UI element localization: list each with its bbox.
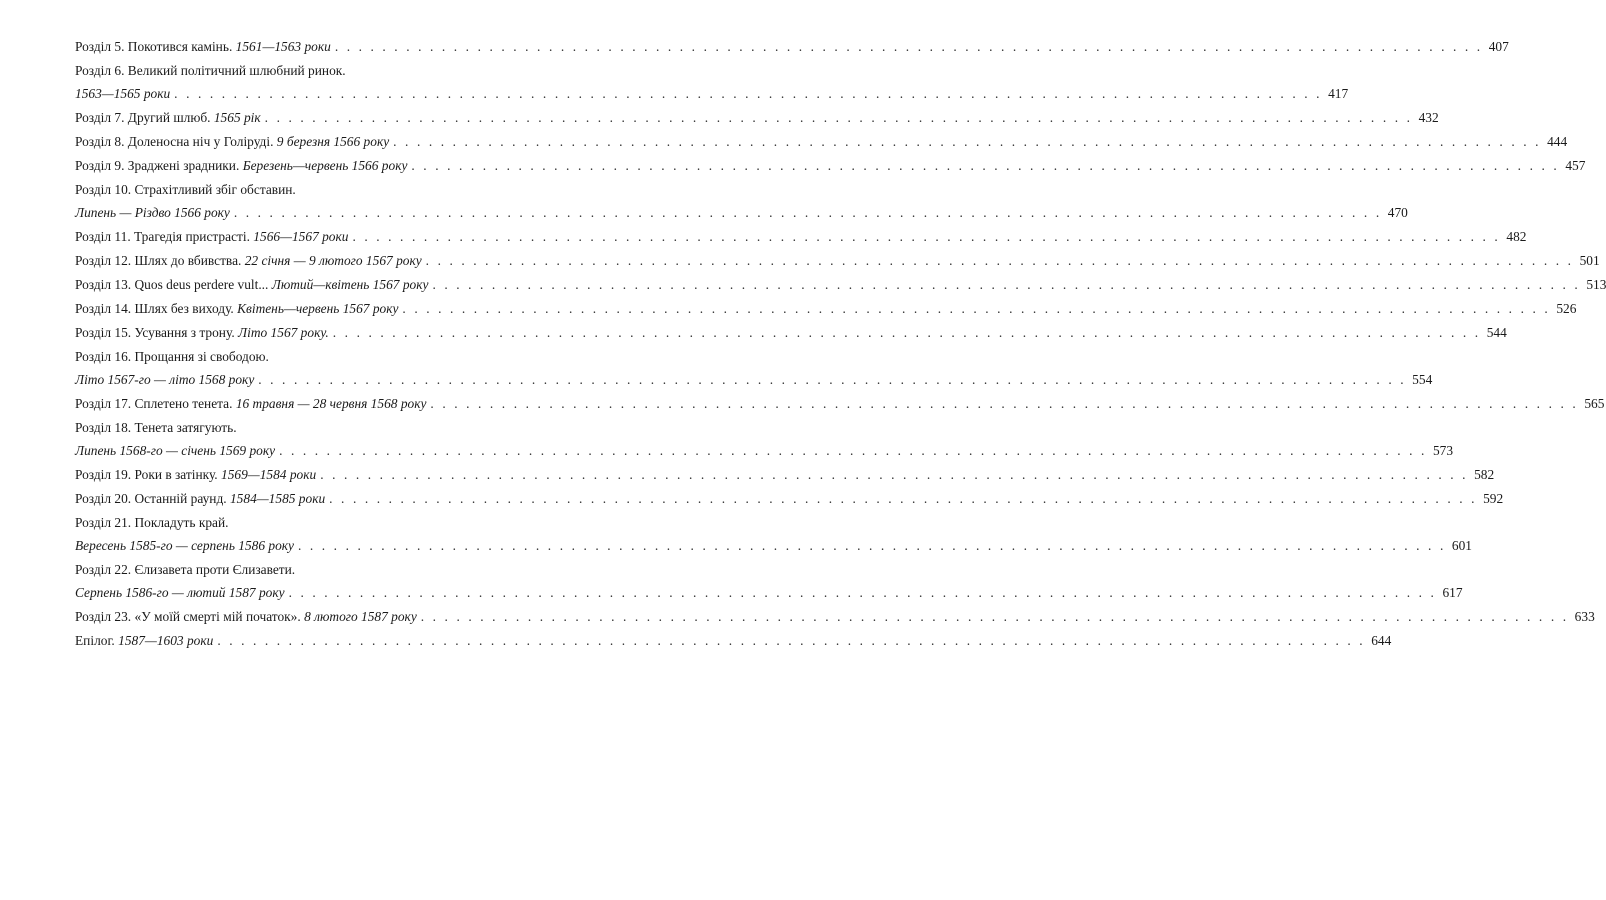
toc-entry-title: Розділ 13. Quos deus perdere vult...: [75, 277, 269, 292]
dot-leader: [325, 490, 1481, 509]
toc-entry-title: Розділ 16. Прощання зі свободою.: [75, 349, 269, 364]
toc-entry-dates: 1584—1585 роки: [229, 491, 326, 506]
toc-entry-dates: 1565 рік: [213, 110, 261, 125]
toc-entry[interactable]: [75, 514, 1472, 556]
toc-page-number: 444: [1547, 134, 1568, 149]
toc-entry[interactable]: [75, 38, 1509, 57]
toc-entry-title: Розділ 20. Останній раунд.: [75, 491, 227, 506]
toc-entry-dates: 1587—1603 роки: [118, 633, 214, 648]
toc-entry-dates: 9 березня 1566 року: [276, 134, 390, 149]
toc-entry-title: Розділ 17. Сплетено тенета.: [75, 396, 233, 411]
toc-entry-title: Розділ 19. Роки в затінку.: [75, 467, 218, 482]
toc-entry-title: Розділ 14. Шлях без виходу.: [75, 301, 234, 316]
dot-leader: [230, 204, 1386, 223]
toc-entry[interactable]: [75, 632, 1392, 651]
toc-page-number: 470: [1387, 205, 1408, 220]
toc-page-number: 432: [1418, 110, 1439, 125]
toc-page-number: 633: [1574, 609, 1595, 624]
toc-entry-dates: Липень — Різдво 1566 року: [75, 205, 230, 220]
toc-entry[interactable]: [75, 608, 1595, 627]
toc-entry-dates: 1563—1565 роки: [75, 86, 171, 101]
toc-entry-title: Розділ 23. «У моїй смерті мій початок».: [75, 609, 301, 624]
toc-page-number: 407: [1488, 39, 1509, 54]
toc-entry-title: Розділ 5. Покотився камінь.: [75, 39, 233, 54]
toc-entry-title: Розділ 15. Усування з трону.: [75, 325, 235, 340]
dot-leader: [389, 133, 1545, 152]
toc-page-number: 617: [1442, 585, 1463, 600]
toc-page-number: 554: [1412, 372, 1433, 387]
toc-entry[interactable]: [75, 133, 1568, 152]
toc-page-number: 573: [1432, 443, 1454, 458]
toc-entry[interactable]: [75, 252, 1600, 271]
dot-leader: [398, 300, 1554, 319]
toc-entry-title: Розділ 8. Доленосна ніч у Голіруді.: [75, 134, 274, 149]
dot-leader: [422, 252, 1578, 271]
dot-leader: [170, 85, 1326, 104]
toc-entry[interactable]: [75, 109, 1439, 128]
dot-leader: [213, 632, 1369, 651]
toc-entry[interactable]: [75, 419, 1454, 461]
toc-entry[interactable]: [75, 348, 1433, 390]
toc-entry-title: Епілог.: [75, 633, 115, 648]
dot-leader: [329, 324, 1485, 343]
toc-entry-dates: 1561—1563 роки: [235, 39, 331, 54]
toc-entry[interactable]: [75, 561, 1463, 603]
toc-entry-title: Розділ 12. Шлях до вбивства.: [75, 253, 242, 268]
toc-entry-dates: Березень—червень 1566 року: [242, 158, 408, 173]
toc-entry[interactable]: [75, 466, 1495, 485]
toc-page-number: 582: [1474, 467, 1495, 482]
toc-entry-dates: 8 лютого 1587 року: [304, 609, 417, 624]
toc-entry[interactable]: [75, 181, 1408, 223]
toc-entry-title: Розділ 7. Другий шлюб.: [75, 110, 211, 125]
dot-leader: [348, 228, 1504, 247]
toc-page-number: 513: [1586, 277, 1606, 292]
toc-entry-dates: Літо 1567-го — літо 1568 року: [75, 372, 255, 387]
toc-entry-title: Розділ 18. Тенета затягують.: [75, 420, 237, 435]
dot-leader: [275, 442, 1431, 461]
dot-leader: [294, 537, 1450, 556]
toc-page-number: 644: [1371, 633, 1392, 648]
dot-leader: [426, 395, 1582, 414]
toc-entry-dates: 1569—1584 роки: [221, 467, 317, 482]
toc-entry-title: Розділ 21. Покладуть край.: [75, 515, 229, 530]
toc-page-number: 417: [1328, 86, 1349, 101]
toc-entry[interactable]: [75, 324, 1507, 343]
dot-leader: [254, 371, 1410, 390]
toc-page-number: 544: [1486, 325, 1507, 340]
dot-leader: [407, 157, 1563, 176]
dot-leader: [285, 584, 1441, 603]
toc-entry[interactable]: [75, 300, 1577, 319]
toc-entry[interactable]: [75, 228, 1527, 247]
toc-page-number: 526: [1556, 301, 1577, 316]
toc-entry-dates: Вересень 1585-го — серпень 1586 року: [75, 538, 294, 553]
toc-entry-title: Розділ 6. Великий політичний шлюбний ринок.: [75, 63, 346, 78]
toc-entry[interactable]: [75, 62, 1349, 104]
toc-entry-dates: 16 травня — 28 червня 1568 року: [235, 396, 427, 411]
toc-entry-title: Розділ 10. Страхітливий збіг обставин.: [75, 182, 296, 197]
toc-entry-dates: Квітень—червень 1567 року: [237, 301, 399, 316]
toc-entry-dates: 1566—1567 роки: [253, 229, 349, 244]
toc-page-number: 501: [1579, 253, 1600, 268]
toc-entry[interactable]: [75, 276, 1606, 295]
toc-page-number: 457: [1565, 158, 1586, 173]
toc-entry[interactable]: [75, 157, 1586, 176]
toc-entry-dates: Липень 1568-го — січень 1569 року: [75, 443, 276, 458]
toc-entry-dates: 22 січня — 9 лютого 1567 року: [244, 253, 422, 268]
toc-entry-dates: Лютий—квітень 1567 року: [271, 277, 429, 292]
toc-entry-dates: Серпень 1586-го — лютий 1587 року: [75, 585, 285, 600]
toc-entry-title: Розділ 11. Трагедія пристрасті.: [75, 229, 250, 244]
dot-leader: [261, 109, 1417, 128]
dot-leader: [428, 276, 1584, 295]
toc-entry-title: Розділ 22. Єлизавета проти Єлизавети.: [75, 562, 296, 577]
dot-leader: [417, 608, 1573, 627]
toc-entry-dates: Літо 1567 року.: [238, 325, 329, 340]
table-of-contents: [75, 38, 1606, 656]
toc-page-number: 601: [1451, 538, 1472, 553]
toc-page-number: 565: [1584, 396, 1605, 411]
toc-entry-title: Розділ 9. Зраджені зрадники.: [75, 158, 240, 173]
toc-page-number: 592: [1483, 491, 1504, 506]
toc-page-number: 482: [1506, 229, 1527, 244]
toc-entry[interactable]: [75, 490, 1504, 509]
dot-leader: [316, 466, 1472, 485]
toc-entry[interactable]: [75, 395, 1605, 414]
dot-leader: [331, 38, 1487, 57]
